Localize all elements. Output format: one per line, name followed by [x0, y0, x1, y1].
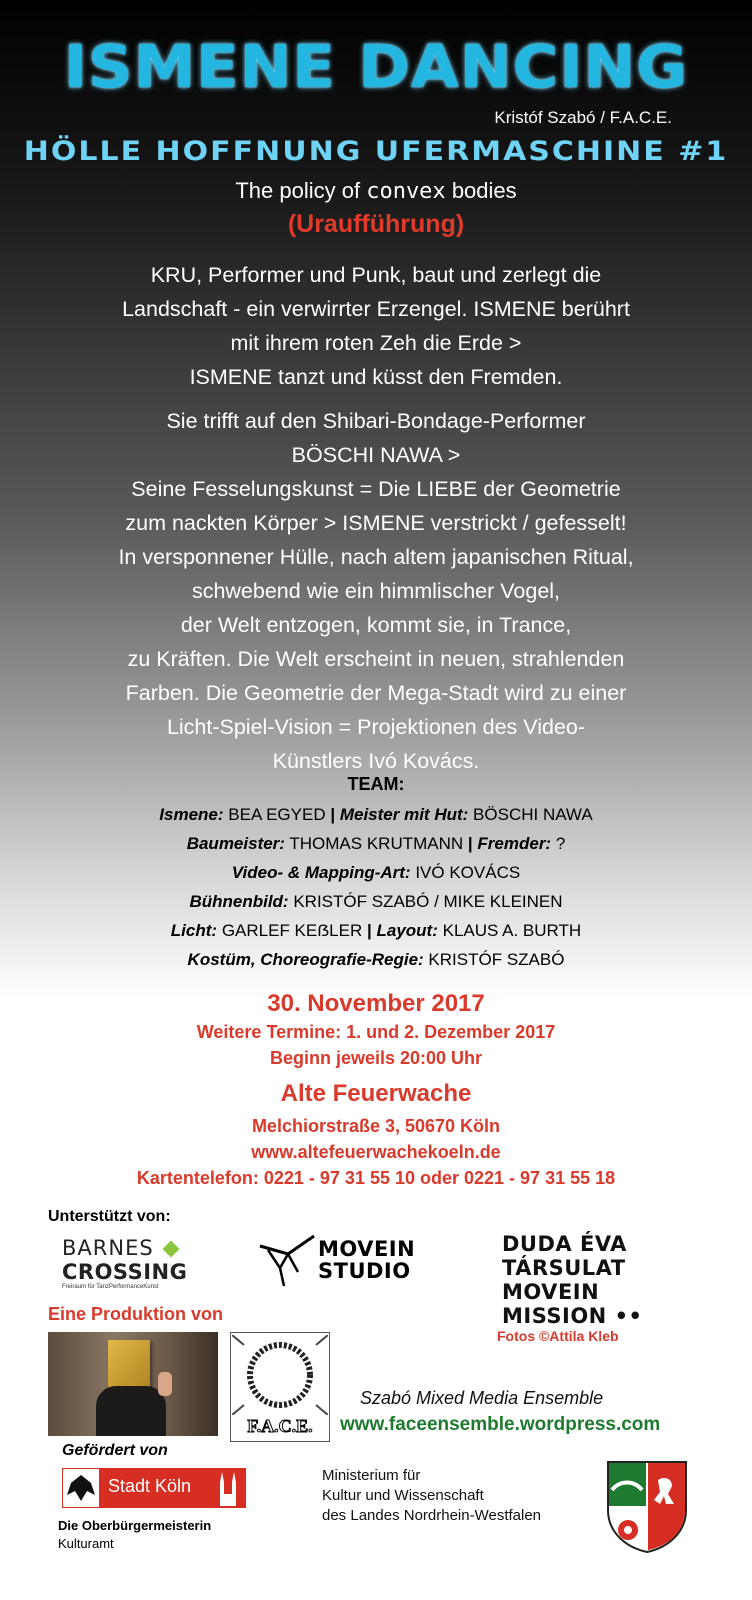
event-date: 30. November 2017 — [267, 990, 485, 1017]
team-role: Fremder: — [477, 834, 552, 853]
team-line — [0, 916, 752, 945]
author-credit: Kristóf Szabó / F.A.C.E. — [494, 108, 672, 127]
team-member: IVÓ KOVÁCS — [415, 863, 521, 882]
team-separator: | — [366, 921, 372, 940]
team-role: Kostüm, Choreografie-Regie: — [187, 950, 424, 969]
event-more-dates: Weitere Termine: 1. und 2. Dezember 2017 — [196, 1022, 556, 1042]
barnes-line-2: CROSSING — [62, 1260, 188, 1284]
barnes-line-1: BARNES — [62, 1236, 212, 1260]
description-line: schwebend wie ein himmlischer Vogel, — [191, 579, 561, 603]
team-member: BEA EGYED — [228, 805, 326, 824]
description-line: Licht-Spiel-Vision = Projektionen des Video- — [166, 715, 586, 739]
team-line — [0, 800, 752, 829]
description-line: Seine Fesselungskunst = Die LIEBE der Geometrie — [131, 477, 621, 501]
duda-line-1: DUDA ÉVA — [502, 1232, 627, 1256]
mayor-line-1: Die Oberbürgermeisterin — [58, 1518, 212, 1533]
description-line: zum nackten Körper > ISMENE verstrickt / gefesselt! — [125, 511, 627, 535]
policy-prefix: The policy of — [235, 178, 361, 203]
production-label: Eine Produktion von — [48, 1304, 224, 1324]
team-separator: | — [330, 805, 336, 824]
description-paragraph-1 — [0, 258, 752, 394]
description-line: BÖSCHI NAWA > — [291, 443, 461, 467]
movein-studio-logo — [258, 1232, 438, 1292]
face-logo — [230, 1332, 330, 1442]
team-role: Licht: — [170, 921, 218, 940]
photo-credit: Fotos ©Attila Kleb — [497, 1328, 619, 1344]
team-role: Ismene: — [159, 805, 224, 824]
team-heading: TEAM: — [347, 774, 405, 794]
ministry-text — [322, 1466, 541, 1526]
description-line: Landschaft - ein verwirrter Erzengel. ISMENE berührt — [122, 297, 630, 321]
description-line: ISMENE tanzt und küsst den Fremden. — [189, 365, 563, 389]
ministry-line: Ministerium für — [322, 1467, 421, 1484]
team-member: KRISTÓF SZABÓ — [428, 950, 565, 969]
cologne-eagle-icon — [62, 1468, 100, 1508]
ministry-line: des Landes Nordrhein-Westfalen — [322, 1507, 542, 1524]
hand — [158, 1372, 172, 1396]
team-member: BÖSCHI NAWA — [473, 805, 593, 824]
ticket-phone: Kartentelefon: 0221 - 97 31 55 10 oder 0221 - 97 31 55 18 — [136, 1168, 616, 1188]
description-line: zu Kräften. Die Welt erscheint in neuen, strahlenden — [127, 647, 625, 671]
team-role: Meister mit Hut: — [339, 805, 469, 824]
team-line — [0, 858, 752, 887]
movein-line-1: MOVEIN — [318, 1237, 416, 1261]
duda-line-2: TÁRSULAT — [502, 1256, 626, 1280]
event-begin-time: Beginn jeweils 20:00 Uhr — [269, 1048, 483, 1068]
team-separator: | — [467, 834, 473, 853]
team-member: GARLEF KEẞLER — [221, 921, 363, 940]
description-line: mit ihrem roten Zeh die Erde > — [230, 331, 522, 355]
venue-address: Melchiorstraße 3, 50670 Köln — [251, 1116, 501, 1136]
gold-cube-head — [108, 1340, 150, 1388]
suit-body — [96, 1386, 166, 1436]
face-ring-icon — [232, 1335, 328, 1415]
production-photo — [48, 1332, 218, 1436]
description-line: der Welt entzogen, kommt sie, in Trance, — [180, 613, 572, 637]
stadt-koeln-logo — [62, 1468, 246, 1508]
team-member: THOMAS KRUTMANN — [289, 834, 464, 853]
nrw-coat-of-arms-icon — [606, 1460, 688, 1554]
team-line — [0, 945, 752, 974]
movein-line-2: STUDIO — [318, 1259, 411, 1283]
description-line: Künstlers Ivó Kovács. — [272, 749, 480, 773]
ensemble-website-link[interactable]: www.faceensemble.wordpress.com — [340, 1414, 661, 1435]
ensemble-name: Szabó Mixed Media Ensemble — [360, 1388, 604, 1408]
description-line: In versponnener Hülle, nach altem japanischen Ritual, — [118, 545, 634, 569]
team-role: Video- & Mapping-Art: — [231, 863, 411, 882]
description-paragraph-2 — [0, 404, 752, 778]
barnes-crossing-logo — [62, 1236, 212, 1290]
face-logo-text: F.A.C.E. — [247, 1416, 313, 1436]
policy-word: convex — [366, 179, 446, 204]
dots-icon: •• — [614, 1304, 643, 1328]
duda-line-4: MISSION •• — [502, 1304, 643, 1328]
barnes-diamond-icon — [163, 1241, 180, 1258]
funded-by-label: Gefördert von — [62, 1442, 168, 1459]
description-line: KRU, Performer und Punk, baut und zerlegt die — [150, 263, 602, 287]
team-role: Baumeister: — [186, 834, 285, 853]
team-member: KRISTÓF SZABÓ / MIKE KLEINEN — [293, 892, 563, 911]
mayor-line-2: Kulturamt — [58, 1536, 114, 1551]
supported-by-label: Unterstützt von: — [48, 1208, 171, 1225]
poster-title: ISMENE DANCING — [63, 31, 689, 102]
venue-name: Alte Feuerwache — [280, 1080, 472, 1107]
policy-line — [0, 178, 752, 204]
description-line: Farben. Die Geometrie der Mega-Stadt wird zu einer — [125, 681, 627, 705]
ministry-line: Kultur und Wissenschaft — [322, 1487, 484, 1504]
team-line — [0, 887, 752, 916]
movein-bird-icon — [258, 1232, 318, 1292]
duda-line-3: MOVEIN — [502, 1280, 600, 1304]
team-member: ? — [555, 834, 566, 853]
team-line — [0, 829, 752, 858]
premiere-label: (Uraufführung) — [287, 210, 465, 238]
policy-suffix: bodies — [451, 178, 517, 203]
venue-website-link[interactable]: www.altefeuerwachekoeln.de — [251, 1142, 501, 1162]
team-member: KLAUS A. BURTH — [442, 921, 582, 940]
team-role: Bühnenbild: — [189, 892, 289, 911]
cathedral-icon — [216, 1470, 240, 1506]
duda-eva-logo — [502, 1232, 642, 1328]
barnes-tagline: Freiraum für TanzPerformanceKunst — [62, 1284, 159, 1290]
stadt-koeln-text: Stadt Köln — [108, 1476, 192, 1496]
team-list — [0, 800, 752, 974]
team-role: Layout: — [376, 921, 438, 940]
movein-wordmark — [318, 1238, 415, 1282]
description-line: Sie trifft auf den Shibari-Bondage-Performer — [166, 409, 586, 433]
poster-subtitle: HÖLLE HOFFNUNG UFERMASCHINE #1 — [23, 135, 729, 168]
